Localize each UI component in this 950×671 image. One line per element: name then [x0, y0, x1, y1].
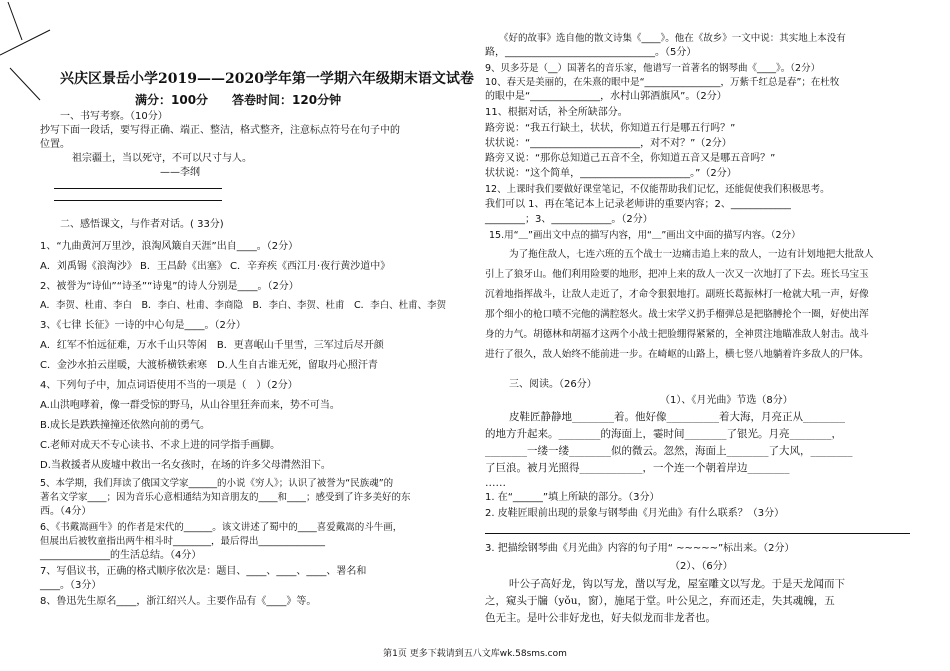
section-1-instruction: 抄写下面一段话，要写得正确、端正、整洁，格式整齐，注意标点符号在句子中的	[40, 125, 400, 136]
question-6: 6、《书戴嵩画牛》的作者是宋代的______。该文讲述了蜀中的____喜爱戴嵩的斗牛画，	[40, 522, 403, 533]
reading-1-q1: 1. 在“______”填上所缺的部分。（3分）	[485, 492, 660, 503]
question-1: 1、“九曲黄河万里沙，浪淘风簸自天涯”出自____。（2分）	[40, 241, 299, 252]
question-5: 5、本学期，我们拜读了俄国文学家______的小说《穷人》；认识了被誉为“民族魂”的	[40, 478, 394, 489]
page-footer: 第1页 更多下载请到五八文库wk.58sms.com	[383, 649, 567, 659]
yegong-line-3: 色无主。是叶公非好龙也，好夫似龙而非龙者也。	[485, 612, 716, 624]
question-10: 10、春天是美丽的，在朱熹的眼中是“________________，万紫千红总是春”；在杜牧	[485, 77, 840, 88]
writing-line-1[interactable]	[54, 188, 222, 189]
section-3-heading: 三、阅读。（26分）	[509, 379, 597, 390]
passage-line-2: 引上了狼牙山。他们利用险要的地形，把冲上来的敌人一次又一次地打了下去。班长马宝玉	[485, 269, 869, 280]
exam-title: 兴庆区景岳小学2019——2020学年第一学期六年级期末语文试卷	[60, 71, 474, 87]
yegong-line-1: 叶公子高好龙，钩以写龙，凿以写龙，屋室雕文以写龙。于是天龙闻而下	[509, 578, 845, 590]
yegong-line-2: 之，窥头于牖（yǒu，窗），施尾于堂。叶公见之，弃而还走，失其魂魄，五	[485, 595, 835, 607]
writing-line-2[interactable]	[54, 200, 222, 201]
question-5-score: 西。（4分）	[40, 506, 92, 517]
passage-line-5: 身的力气。胡德林和胡福才这两个小战士把脸绷得紧紧的，全神贯注地瞄准敌人射击。战斗	[485, 329, 869, 340]
reading-2-heading: （2）、（6分）	[670, 561, 733, 572]
question-4-option-d: D.当救援者从废墟中救出一名女孩时，在场的许多父母潸然泪下。	[40, 460, 331, 471]
question-6-cont: 但展出后被牧童指出两牛相斗时________，最后得出______________	[40, 536, 326, 547]
question-8: 8、鲁迅先生原名____，浙江绍兴人。主要作品有《____》等。	[40, 596, 317, 607]
section-2-heading: 二、感悟课文，与作者对话。( 33分)	[60, 219, 224, 230]
question-15: 15.用“＿”画出文中点的描写内容，用“＿”画出文中面的描写内容。（2分）	[489, 230, 801, 241]
question-7-cont: ____。（3分）	[40, 580, 102, 591]
reading-1-heading: （1）、《月光曲》节选（8分）	[660, 395, 793, 406]
question-2-options: A．李贺、杜甫、李白 B．李白、杜甫、李商隐 B．李白、李贺、杜甫 C．李白、杜甫、李贺	[40, 300, 447, 311]
reading-1-q2: 2. 皮鞋匠眼前出现的景象与钢琴曲《月光曲》有什么联系？（3分）	[485, 508, 785, 519]
question-4: 4、下列句子中，加点词语使用不当的一项是（ ）（2分）	[40, 380, 298, 391]
question-3-options-cd: C．金沙水拍云崖暖，大渡桥横铁索寒 D.人生自古谁无死，留取丹心照汗青	[40, 360, 378, 371]
passage-line-1: 为了拖住敌人，七连六班的五个战士一边痛击追上来的敌人，一边有计划地把大批敌人	[509, 249, 874, 260]
section-1-heading: 一、书写考察。（10分）	[60, 111, 168, 122]
moonlight-line-1: 皮鞋匠静静地________着。他好像__________着大海，月亮正从________	[509, 411, 845, 423]
moonlight-line-4: 了巨浪。被月光照得____________，一个连一个朝着岸边________	[485, 462, 790, 474]
copy-passage: 祖宗疆土，当以死守，不可以尺寸与人。	[72, 153, 252, 164]
question-8-end: 路，______________________________。（5分）	[485, 47, 697, 58]
question-12-end: ________；3、____________。（2分）	[485, 214, 653, 225]
question-4-option-c: C.老师对成天不专心读书、不求上进的同学指手画脚。	[40, 440, 281, 451]
moonlight-ellipsis: ……	[485, 477, 506, 489]
question-11: 11、根据对话，补全所缺部分。	[485, 107, 628, 118]
moonlight-line-2: 的地方升起来。________的海面上，霎时间________了银光。月亮________，	[485, 428, 842, 440]
reading-1-q3: 3. 把描绘钢琴曲《月光曲》内容的句子用“ ~~~~~”标出来。（2分）	[485, 543, 795, 554]
question-8-cont: 《好的故事》选自他的散文诗集《____》。他在《故乡》一文中说：其实地上本没有	[499, 33, 846, 44]
section-1-instruction-cont: 位置。	[40, 139, 70, 150]
dialogue-line-3: 路旁又说：“那你总知道己五音不全，你知道五音又是哪五音吗？”	[485, 153, 776, 164]
moonlight-line-3: ________一缕一缕________似的微云。忽然，海面上________了大风，________	[485, 445, 853, 457]
question-9: 9、贝多芬是（__）国著名的音乐家，他谱写一首著名的钢琴曲《____》。（2分）	[485, 63, 821, 74]
passage-line-4: 那个细小的枪口喷不完他的满腔怒火。战士宋学义扔手榴弹总是把胳膊抡个一圈，好使出浑	[485, 309, 869, 320]
question-2: 2、被誉为“诗仙”“诗圣”“诗鬼”的诗人分别是____。（2分）	[40, 281, 299, 292]
passage-line-6: 进行了很久，敌人始终不能前进一步。在崎岖的山路上，横七竖八地躺着许多敌人的尸体。	[485, 349, 869, 360]
copy-passage-author: ——李纲	[160, 167, 200, 178]
question-10-cont: 的眼中是“______________，水村山郭酒旗风”。（2分）	[485, 91, 727, 102]
dialogue-line-1: 路旁说：“我五行缺土，状状，你知道五行是哪五行吗？”	[485, 123, 736, 134]
question-7: 7、写倡议书，正确的格式顺序依次是：题目、____、____、____、署名和	[40, 566, 367, 577]
question-4-option-b: B.成长是跌跌撞撞还依然向前的勇气。	[40, 420, 211, 431]
dialogue-line-2: 状状说：“______________________，对不对？”（2分）	[485, 138, 732, 149]
passage-line-3: 沉着地指挥战斗，让敌人走近了，才命令狠狠地打。副班长葛振林打一枪就大吼一声，好像	[485, 289, 869, 300]
question-12-cont: 我们可以 1、再在笔记本上记录老师讲的重要内容；2、____________	[485, 199, 791, 210]
answer-line[interactable]	[485, 533, 910, 534]
question-6-end: ______________的生活总结。（4分）	[40, 550, 202, 561]
score-and-time: 满分：100分 答卷时间：120分钟	[135, 93, 342, 107]
question-5-cont: 著名文学家____；因为音乐心意相通结为知音朋友的____和____；感受到了许多美好的东	[40, 492, 411, 503]
corner-decoration-lines	[0, 0, 60, 110]
question-4-option-a: A.山洪咆哮着，像一群受惊的野马，从山谷里狂奔而来，势不可当。	[40, 400, 340, 411]
question-12: 12、上课时我们要做好课堂笔记，不仅能帮助我们记忆，还能促使我们积极思考。	[485, 184, 830, 195]
question-3-options-ab: A．红军不怕远征难，万水千山只等闲 B．更喜岷山千里雪，三军过后尽开颜	[40, 340, 384, 351]
question-3: 3、《七律 长征》一诗的中心句是____。（2分）	[40, 320, 246, 331]
dialogue-line-4: 状状说：“这个简单，______________________。”（2分）	[485, 168, 737, 179]
question-1-options: A．刘禹锡《浪淘沙》 B．王昌龄《出塞》 C．辛弃疾《西江月·夜行黄沙道中》	[40, 261, 391, 272]
